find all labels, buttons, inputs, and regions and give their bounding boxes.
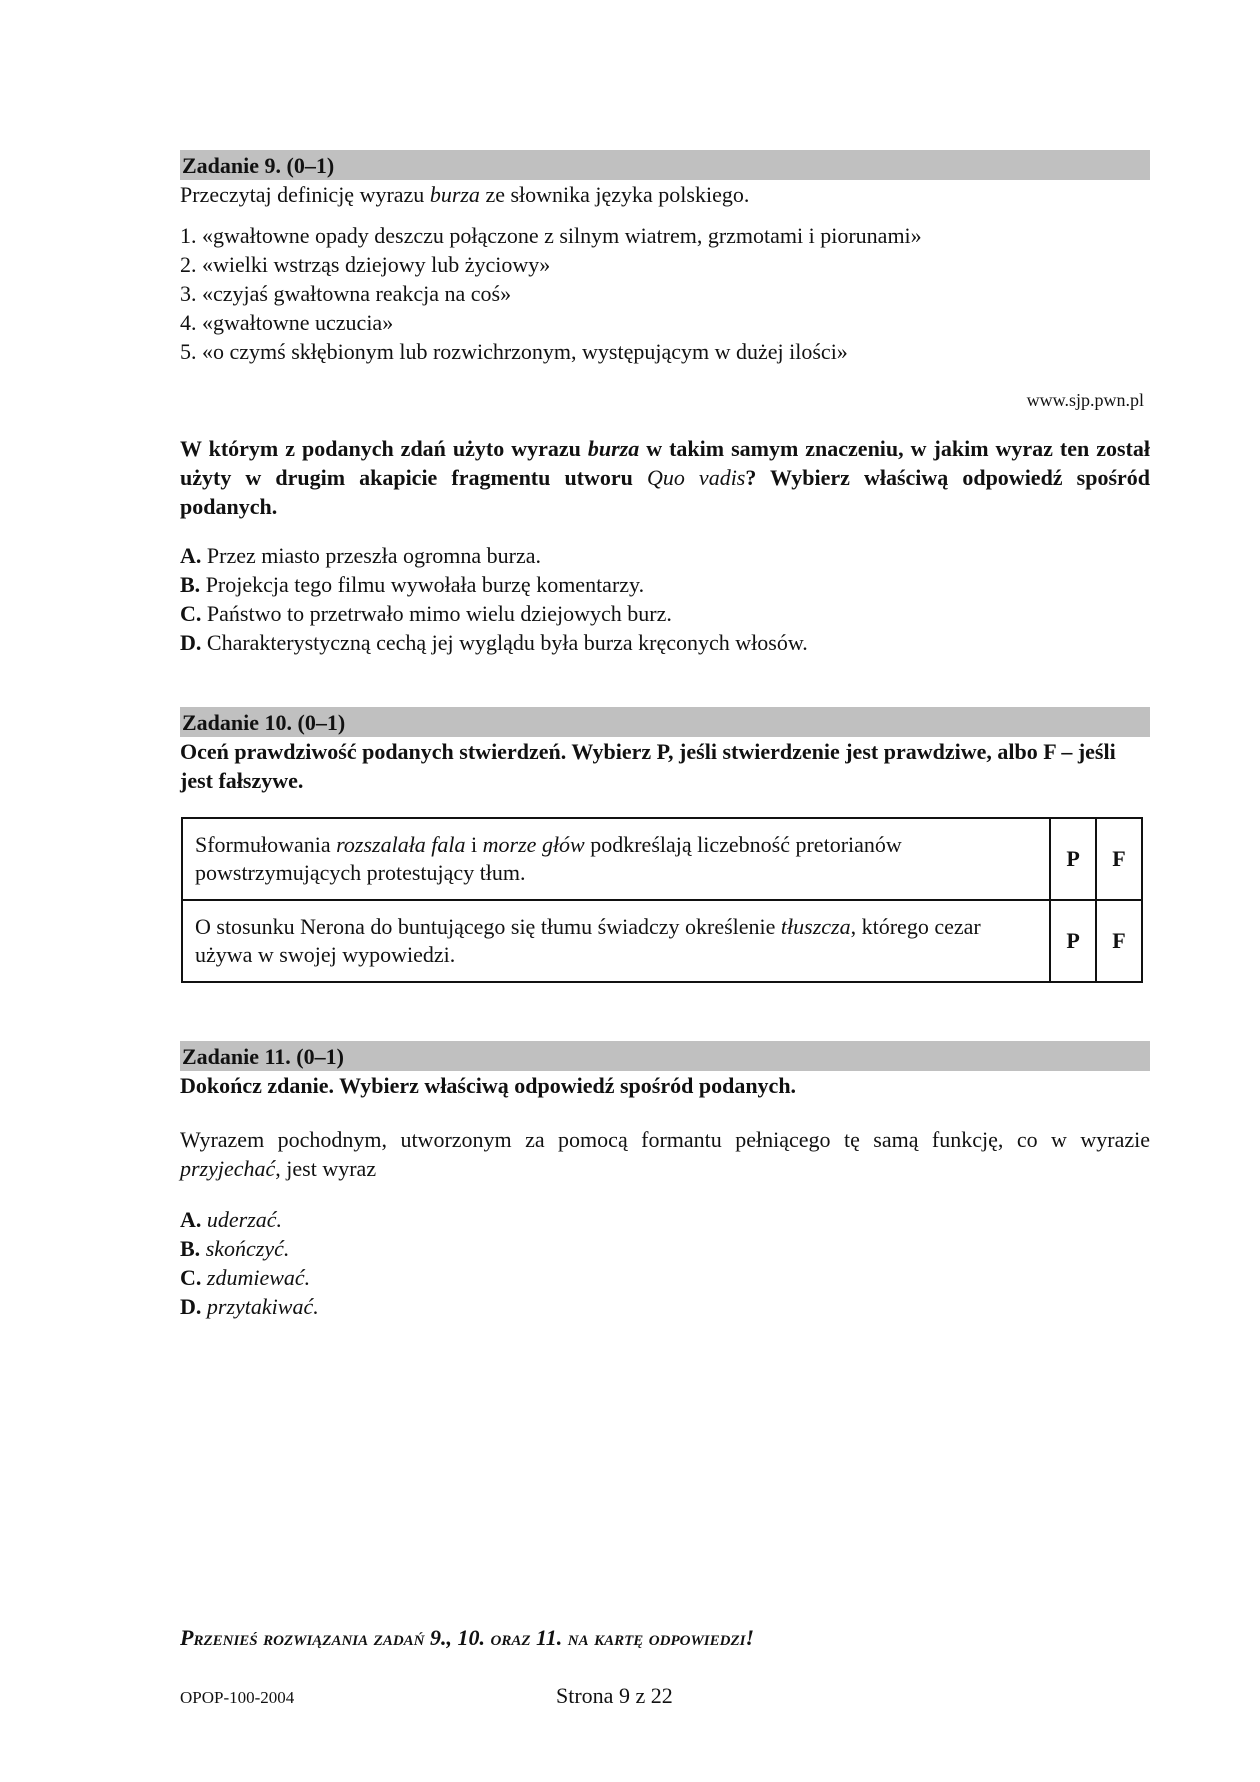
task-9-header: Zadanie 9. (0–1) xyxy=(180,150,1150,180)
answer-option-d[interactable]: D. przytakiwać. xyxy=(180,1294,319,1319)
table-row xyxy=(182,818,1142,900)
false-option[interactable]: F xyxy=(1096,900,1142,982)
true-option[interactable]: P xyxy=(1050,818,1096,900)
keyword: burza xyxy=(429,182,480,207)
definition-list xyxy=(180,221,1150,366)
definition-item: 5. «o czymś skłębionym lub rozwichrzonym, występującym w dużej ilości» xyxy=(180,339,848,364)
exam-page xyxy=(180,150,1150,1321)
answer-option-b[interactable]: B. Projekcja tego filmu wywołała burzę komentarzy. xyxy=(180,572,645,597)
task-10-instruction: Oceń prawdziwość podanych stwierdzeń. Wybierz P, jeśli stwierdzenie jest prawdziwe, albo F – jeśli jest fałszywe. xyxy=(180,739,1116,793)
answer-option-a[interactable]: A. Przez miasto przeszła ogromna burza. xyxy=(180,543,542,568)
transfer-answers-note: Przenieś rozwiązania zadań 9., 10. oraz 11. na kartę odpowiedzi! xyxy=(180,1625,755,1650)
answer-option-c[interactable]: C. Państwo to przetrwało mimo wielu dziejowych burz. xyxy=(180,601,672,626)
source-citation: www.sjp.pwn.pl xyxy=(1026,390,1144,410)
task-9-intro: Przeczytaj definicję wyrazu burza ze słownika języka polskiego. xyxy=(180,182,750,207)
task-11-instruction: Dokończ zdanie. Wybierz właściwą odpowiedź spośród podanych. xyxy=(180,1073,797,1098)
table-row xyxy=(182,900,1142,982)
task-10 xyxy=(180,707,1150,983)
statement: Sformułowania rozszalała fala i morze głów podkreślają liczebność pretorianów powstrzymujących protestujący tłum. xyxy=(182,818,1050,900)
page-number: Strona 9 z 22 xyxy=(556,1683,673,1708)
true-option[interactable]: P xyxy=(1050,900,1096,982)
false-option[interactable]: F xyxy=(1096,818,1142,900)
answer-option-a[interactable]: A. uderzać. xyxy=(180,1207,283,1232)
task-11-options xyxy=(180,1205,1150,1321)
answer-option-c[interactable]: C. zdumiewać. xyxy=(180,1265,311,1290)
task-10-header: Zadanie 10. (0–1) xyxy=(180,707,1150,737)
answer-option-d[interactable]: D. Charakterystyczną cechą jej wyglądu była burza kręconych włosów. xyxy=(180,630,808,655)
task-11 xyxy=(180,1041,1150,1321)
true-false-table xyxy=(181,817,1143,983)
statement: O stosunku Nerona do buntującego się tłumu świadczy określenie tłuszcza, którego cezar używa w swojej wypowiedzi. xyxy=(182,900,1050,982)
task-9-question: W którym z podanych zdań użyto wyrazu burza w takim samym znaczeniu, w jakim wyraz ten został użyty w drugim akapicie fragmentu utworu Quo vadis? Wybierz właściwą odpowiedź spośród podanych. xyxy=(180,436,1151,519)
task-11-stem: Wyrazem pochodnym, utworzonym za pomocą formantu pełniącego tę samą funkcję, co w wyrazie przyjechać, jest wyraz xyxy=(180,1127,1150,1181)
task-11-header: Zadanie 11. (0–1) xyxy=(180,1041,1150,1071)
definition-item: 1. «gwałtowne opady deszczu połączone z silnym wiatrem, grzmotami i piorunami» xyxy=(180,223,922,248)
task-9-options xyxy=(180,541,1150,657)
definition-item: 2. «wielki wstrząs dziejowy lub życiowy» xyxy=(180,252,551,277)
answer-option-b[interactable]: B. skończyć. xyxy=(180,1236,290,1261)
task-9 xyxy=(180,150,1150,657)
definition-item: 3. «czyjaś gwałtowna reakcja na coś» xyxy=(180,281,512,306)
definition-item: 4. «gwałtowne uczucia» xyxy=(180,310,394,335)
exam-code: OPOP-100-2004 xyxy=(180,1688,295,1707)
